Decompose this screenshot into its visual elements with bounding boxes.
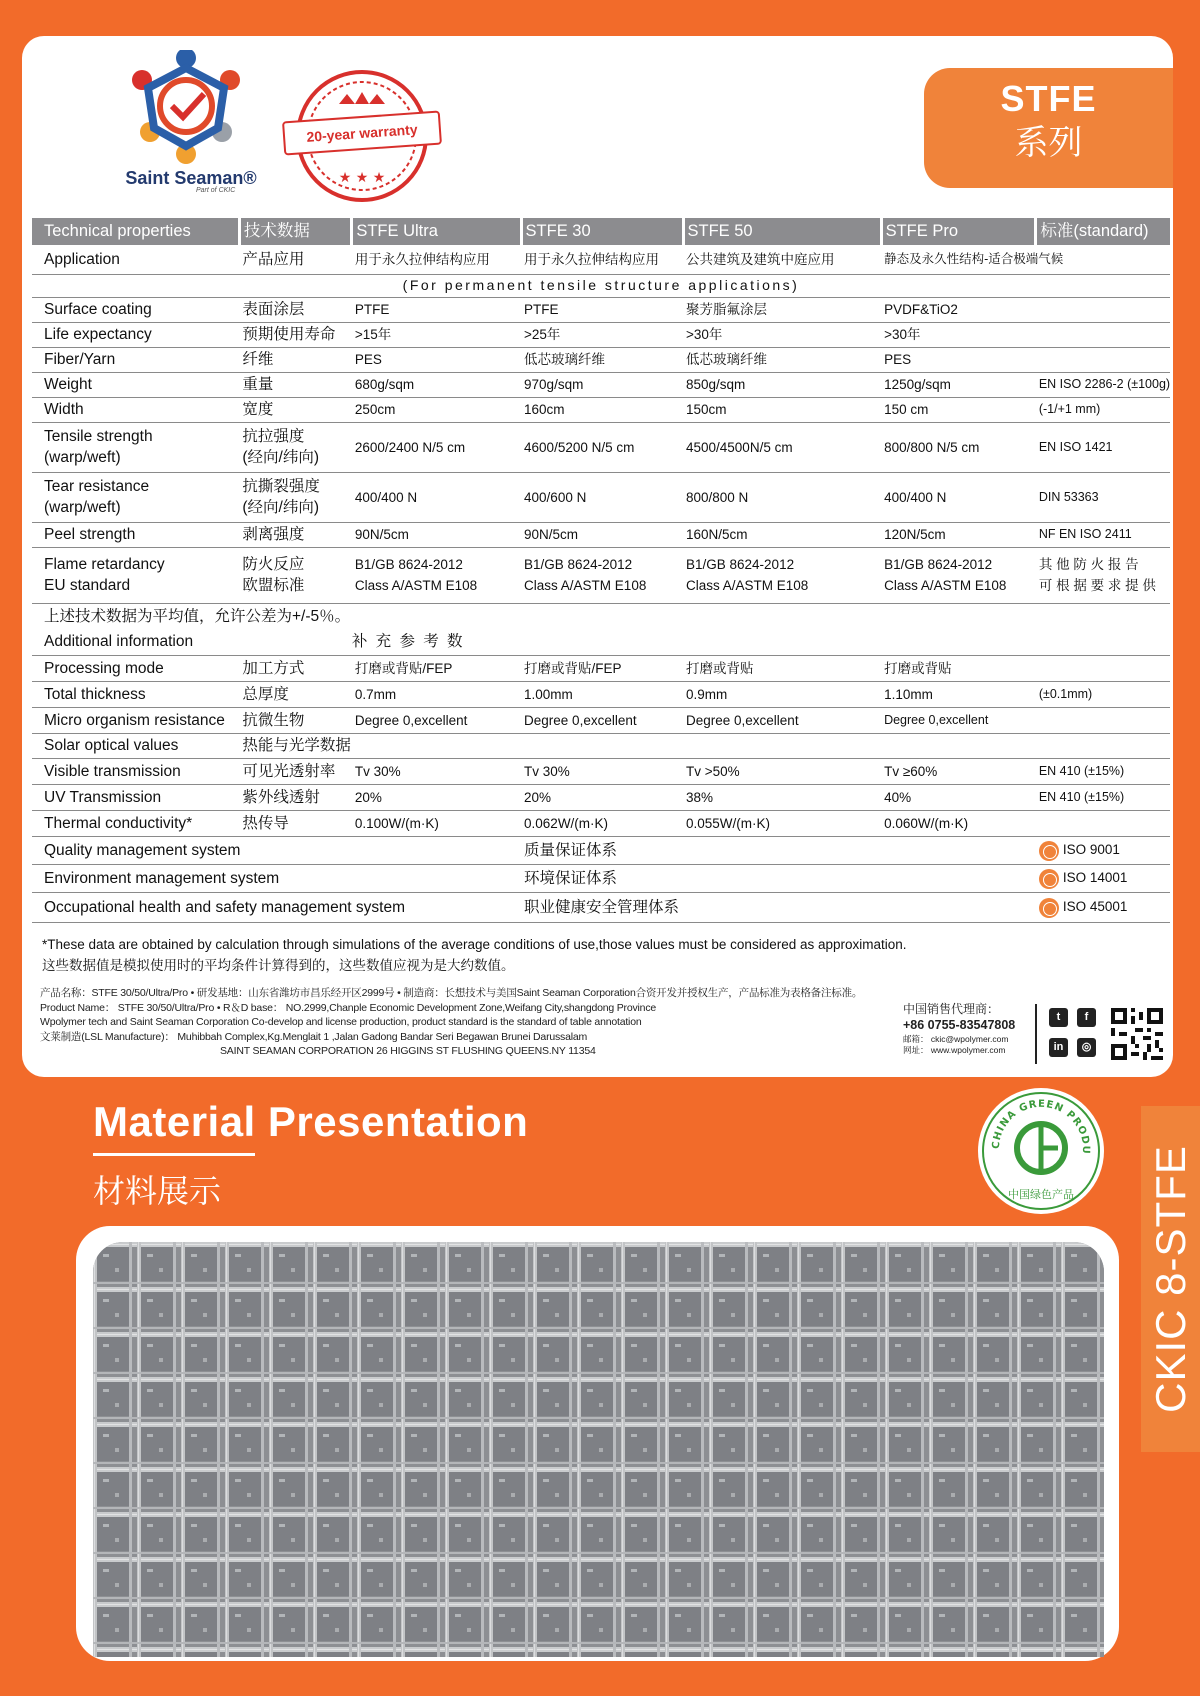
property-cn: 可见光透射率 <box>239 758 351 784</box>
value-standard <box>1036 810 1170 836</box>
table-row <box>32 603 1170 629</box>
system-en: Quality management system <box>32 836 521 864</box>
value-pro: 150 cm <box>881 397 1036 422</box>
header-cell: STFE Pro <box>881 218 1036 245</box>
table-row <box>32 472 1170 522</box>
property-en: Surface coating <box>32 297 239 322</box>
footer-info <box>40 986 862 1059</box>
material-photo <box>93 1242 1104 1657</box>
property-cn: 抗拉强度 (经向/纬向) <box>239 422 351 472</box>
spec-sheet-card <box>22 36 1173 1077</box>
svg-text:中国绿色产品: 中国绿色产品 <box>1008 1188 1074 1201</box>
property-en: Micro organism resistance <box>32 707 239 733</box>
series-code: STFE <box>1000 78 1097 119</box>
value-50: B1/GB 8624-2012 Class A/ASTM E108 <box>683 547 881 603</box>
property-en: Life expectancy <box>32 322 239 347</box>
property-cn: 表面涂层 <box>239 297 351 322</box>
value-50: 4500/4500N/5 cm <box>683 422 881 472</box>
sales-website[interactable]: 网址： www.wpolymer.com <box>903 1045 1006 1055</box>
property-en: Solar optical values <box>32 733 239 758</box>
value-pro: 打磨或背贴 <box>881 655 1036 681</box>
value-30: 160cm <box>521 397 683 422</box>
iso-icon <box>1039 869 1059 889</box>
svg-text:CHINA GREEN PRODUCT: CHINA GREEN PRODU <box>990 1098 1092 1155</box>
value-30: B1/GB 8624-2012 Class A/ASTM E108 <box>521 547 683 603</box>
property-cn: 产品应用 <box>239 245 351 274</box>
brand-subtitle: Part of CKIC <box>196 187 236 194</box>
value-30: PTFE <box>521 297 683 322</box>
property-cn: 重量 <box>239 372 351 397</box>
seal-text: 20-year warranty <box>282 111 442 156</box>
value-pro: B1/GB 8624-2012 Class A/ASTM E108 <box>881 547 1036 603</box>
value-pro: 40% <box>881 784 1036 810</box>
value-30: 用于永久拉伸结构应用 <box>521 245 683 274</box>
series-label: 系列 <box>1014 123 1083 163</box>
footer-line: 文莱制造(LSL Manufacture)： Muhibbah Complex,Kg.Menglait 1 ,Jalan Gadong Bandar Seri Begawan Brunei Darussalam <box>40 1030 588 1043</box>
header-cell: 技术数据 <box>239 218 351 245</box>
title-underline <box>93 1153 255 1156</box>
value-30: 1.00mm <box>521 681 683 707</box>
value-standard <box>1036 347 1170 372</box>
iso-badge: ISO 9001 <box>1036 836 1170 864</box>
twitter-icon[interactable]: t <box>1049 1008 1068 1027</box>
property-cn: 剥离强度 <box>239 522 351 547</box>
value-pro: 800/800 N/5 cm <box>881 422 1036 472</box>
iso-badge: ISO 45001 <box>1036 892 1170 922</box>
header-cell: Technical properties <box>32 218 239 245</box>
value-30: 4600/5200 N/5 cm <box>521 422 683 472</box>
property-cn: 预期使用寿命 <box>239 322 351 347</box>
value-30: 90N/5cm <box>521 522 683 547</box>
table-row <box>32 784 1170 810</box>
property-cn: 抗撕裂强度 (经向/纬向) <box>239 472 351 522</box>
value-30: Degree 0,excellent <box>521 707 683 733</box>
value-ultra: PTFE <box>352 297 521 322</box>
mesh-fabric-image <box>93 1242 1104 1657</box>
property-en: Flame retardancy EU standard <box>32 547 239 603</box>
property-en: UV Transmission <box>32 784 239 810</box>
value-50: 150cm <box>683 397 881 422</box>
value-ultra: 0.7mm <box>352 681 521 707</box>
table-row <box>32 758 1170 784</box>
value-50: 低芯玻璃纤维 <box>683 347 881 372</box>
value-standard: NF EN ISO 2411 <box>1036 522 1170 547</box>
table-row <box>32 547 1170 603</box>
company-logo <box>106 50 276 200</box>
value-50: 160N/5cm <box>683 522 881 547</box>
header-cell: STFE Ultra <box>352 218 521 245</box>
value-50: 打磨或背贴 <box>683 655 881 681</box>
value-50: Degree 0,excellent <box>683 707 881 733</box>
warranty-seal <box>277 64 447 214</box>
value-50: 0.9mm <box>683 681 881 707</box>
property-cn: 纤维 <box>239 347 351 372</box>
divider <box>1035 1004 1037 1064</box>
value-standard: EN 410 (±15%) <box>1036 758 1170 784</box>
table-row <box>32 733 1170 758</box>
footer-line: Product Name： STFE 30/50/Ultra/Pro • R＆D base： NO.2999,Chanple Economic Development Zone,Weifang City,shangdong Province <box>40 1001 657 1014</box>
value-30: 400/600 N <box>521 472 683 522</box>
value-standard <box>1036 655 1170 681</box>
value-standard: (-1/+1 mm) <box>1036 397 1170 422</box>
value-pro: Tv ≥60% <box>881 758 1036 784</box>
value-ultra: 2600/2400 N/5 cm <box>352 422 521 472</box>
social-links <box>1049 1008 1097 1064</box>
linkedin-icon[interactable]: in <box>1049 1038 1068 1057</box>
value-pro: >30年 <box>881 322 1036 347</box>
value-ultra: 20% <box>352 784 521 810</box>
value-ultra: 0.100W/(m·K) <box>352 810 521 836</box>
table-row <box>32 322 1170 347</box>
average-note: 上述技术数据为平均值，允许公差为+/-5％。 <box>44 607 351 625</box>
side-label: CKIC 8-STFE <box>1146 1145 1194 1413</box>
value-ultra: >15年 <box>352 322 521 347</box>
value-30: 打磨或背贴/FEP <box>521 655 683 681</box>
svg-text:★ ★ ★: ★ ★ ★ <box>338 170 386 186</box>
property-en: Weight <box>32 372 239 397</box>
instagram-icon[interactable]: ◎ <box>1077 1038 1096 1057</box>
value-pro: 1250g/sqm <box>881 372 1036 397</box>
property-en: Tear resistance (warp/weft) <box>32 472 239 522</box>
spec-table <box>32 218 1170 923</box>
table-row <box>32 892 1170 922</box>
value-ultra: PES <box>352 347 521 372</box>
value-ultra: B1/GB 8624-2012 Class A/ASTM E108 <box>352 547 521 603</box>
value-ultra: 90N/5cm <box>352 522 521 547</box>
property-cn: 补 充 参 考 数 <box>352 629 1170 655</box>
property-en: Thermal conductivity* <box>32 810 239 836</box>
table-row <box>32 681 1170 707</box>
table-row <box>32 347 1170 372</box>
footer-line: SAINT SEAMAN CORPORATION 26 HIGGINS ST FLUSHING QUEENS.NY 11354 <box>220 1045 596 1057</box>
header-cell: STFE 50 <box>683 218 881 245</box>
value-30: 970g/sqm <box>521 372 683 397</box>
property-en: Width <box>32 397 239 422</box>
value-50: 0.055W/(m·K) <box>683 810 881 836</box>
value-pro: Degree 0,excellent <box>881 707 1036 733</box>
green-product-badge <box>978 1088 1104 1214</box>
footer-line: 产品名称：STFE 30/50/Ultra/Pro • 研发基地：山东省潍坊市昌乐经开区2999号 • 制造商：长想技术与美国Saint Seaman Corporation合资开发并授权生产，产品标准为表格备注标准。 <box>40 987 863 999</box>
sales-email[interactable]: 邮箱： ckic@wpolymer.com <box>903 1034 1009 1044</box>
header-cell: STFE 30 <box>521 218 683 245</box>
property-cn: 防火反应 欧盟标准 <box>239 547 351 603</box>
table-row <box>32 864 1170 892</box>
value-standard: (±0.1mm) <box>1036 681 1170 707</box>
system-en: Environment management system <box>32 864 521 892</box>
property-cn: 热传导 <box>239 810 351 836</box>
property-en: Visible transmission <box>32 758 239 784</box>
value-ultra: 打磨或背贴/FEP <box>352 655 521 681</box>
value-pro: 0.060W/(m·K) <box>881 810 1036 836</box>
note-cn: 这些数据值是模拟使用时的平均条件计算得到的，这些数值应视为是大约数值。 <box>42 958 515 973</box>
table-row <box>32 707 1170 733</box>
iso-icon <box>1039 898 1059 918</box>
table-row <box>32 245 1170 274</box>
property-en: Processing mode <box>32 655 239 681</box>
property-en: Application <box>32 245 239 274</box>
system-cn: 环境保证体系 <box>521 864 1036 892</box>
value-50: 38% <box>683 784 881 810</box>
value-50: 聚芳脂氟涂层 <box>683 297 881 322</box>
footer-line: Wpolymer tech and Saint Seaman Corporation Co-develop and license production, product standard is the standard of table annotation <box>40 1016 642 1028</box>
table-row <box>32 397 1170 422</box>
value-30: >25年 <box>521 322 683 347</box>
sales-contact <box>903 1002 1015 1056</box>
value-pro: PES <box>881 347 1036 372</box>
value-standard: EN ISO 1421 <box>1036 422 1170 472</box>
value-pro: 120N/5cm <box>881 522 1036 547</box>
property-cn: 热能与光学数据 <box>239 733 1170 758</box>
value-ultra: 250cm <box>352 397 521 422</box>
property-en: Fiber/Yarn <box>32 347 239 372</box>
property-cn: 紫外线透射 <box>239 784 351 810</box>
table-row <box>32 372 1170 397</box>
table-row <box>32 274 1170 297</box>
table-row <box>32 629 1170 655</box>
value-pro: 静态及永久性结构-适合极端气候 <box>881 245 1170 274</box>
value-30: Tv 30% <box>521 758 683 784</box>
sales-label: 中国销售代理商： <box>903 1002 1000 1016</box>
value-30: 20% <box>521 784 683 810</box>
value-ultra: 用于永久拉伸结构应用 <box>352 245 521 274</box>
value-standard <box>1036 297 1170 322</box>
property-cn: 抗微生物 <box>239 707 351 733</box>
value-pro: PVDF&TiO2 <box>881 297 1036 322</box>
value-50: 850g/sqm <box>683 372 881 397</box>
property-en: Peel strength <box>32 522 239 547</box>
table-row <box>32 810 1170 836</box>
value-50: >30年 <box>683 322 881 347</box>
green-product-icon <box>978 1088 1104 1214</box>
value-ultra: 400/400 N <box>352 472 521 522</box>
value-standard: DIN 53363 <box>1036 472 1170 522</box>
series-badge <box>924 68 1173 188</box>
value-30: 0.062W/(m·K) <box>521 810 683 836</box>
data-note <box>42 934 907 976</box>
property-en: Total thickness <box>32 681 239 707</box>
logo-emblem-icon <box>126 50 246 165</box>
property-en: Additional information <box>32 629 352 655</box>
property-cn: 宽度 <box>239 397 351 422</box>
property-en: Tensile strength (warp/weft) <box>32 422 239 472</box>
value-ultra: 680g/sqm <box>352 372 521 397</box>
property-cn: 加工方式 <box>239 655 351 681</box>
system-cn: 职业健康安全管理体系 <box>521 892 1036 922</box>
header-cell: 标准(standard) <box>1036 218 1170 245</box>
application-note: (For permanent tensile structure applications) <box>32 274 1170 297</box>
sales-phone[interactable]: +86 0755-83547808 <box>903 1018 1016 1032</box>
table-row <box>32 522 1170 547</box>
value-standard <box>1036 707 1170 733</box>
brand-name: Saint Seaman® <box>125 168 257 188</box>
iso-badge: ISO 14001 <box>1036 864 1170 892</box>
value-ultra: Tv 30% <box>352 758 521 784</box>
value-standard: EN 410 (±15%) <box>1036 784 1170 810</box>
value-30: 低芯玻璃纤维 <box>521 347 683 372</box>
table-row <box>32 836 1170 864</box>
value-50: 800/800 N <box>683 472 881 522</box>
presentation-title: Material Presentation <box>93 1098 529 1145</box>
value-standard: 其 他 防 火 报 告 可 根 据 要 求 提 供 <box>1036 547 1170 603</box>
note-en: *These data are obtained by calculation through simulations of the average conditions of use,those values must be considered as approximation. <box>42 937 907 952</box>
value-standard <box>1036 322 1170 347</box>
value-pro: 400/400 N <box>881 472 1036 522</box>
value-pro: 1.10mm <box>881 681 1036 707</box>
qr-code-icon <box>1111 1008 1163 1060</box>
value-ultra: Degree 0,excellent <box>352 707 521 733</box>
table-row <box>32 422 1170 472</box>
iso-icon <box>1039 841 1059 861</box>
presentation-subtitle: 材料展示 <box>93 1172 222 1210</box>
value-50: 公共建筑及建筑中庭应用 <box>683 245 881 274</box>
table-row <box>32 655 1170 681</box>
table-row <box>32 297 1170 322</box>
property-cn: 总厚度 <box>239 681 351 707</box>
value-standard: EN ISO 2286-2 (±100g) <box>1036 372 1170 397</box>
system-cn: 质量保证体系 <box>521 836 1036 864</box>
table-header-row <box>32 218 1170 245</box>
value-50: Tv >50% <box>683 758 881 784</box>
system-en: Occupational health and safety management system <box>32 892 521 922</box>
facebook-icon[interactable]: f <box>1077 1008 1096 1027</box>
